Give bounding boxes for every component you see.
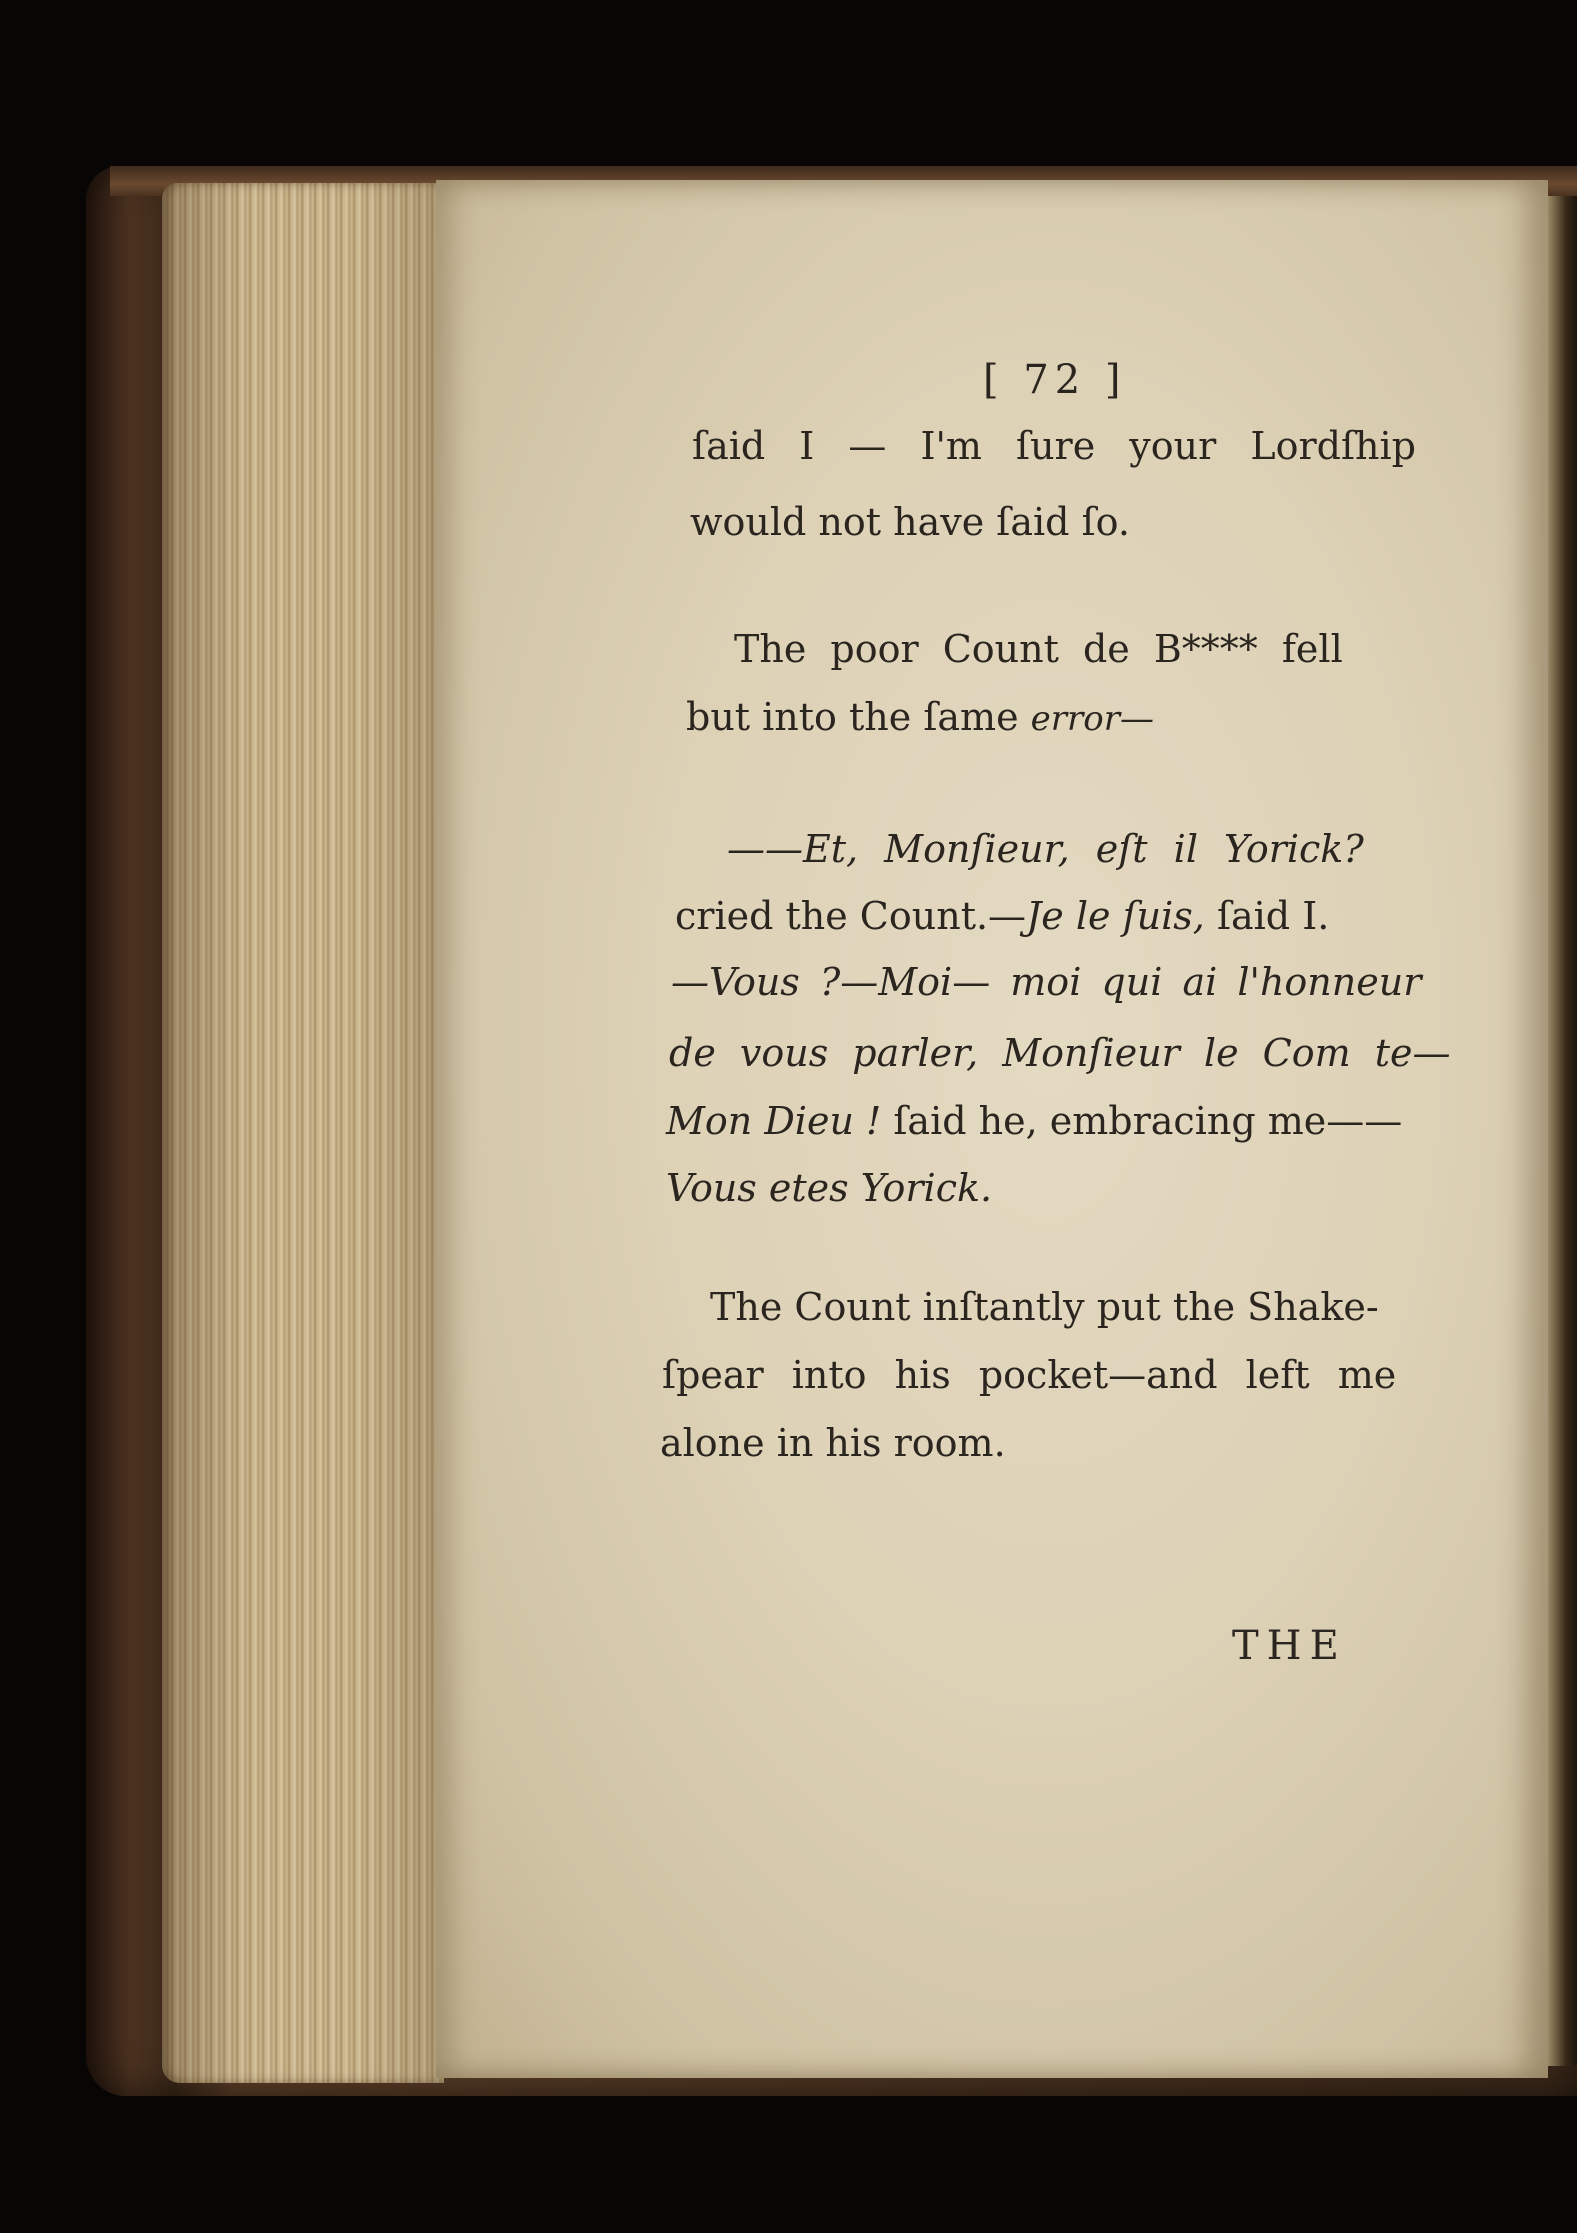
text-line-1: ſaid I — I'm ſure your Lordſhip (692, 424, 1416, 468)
text-line-13: alone in his room. (660, 1421, 1006, 1465)
text-line-6 (675, 894, 1330, 938)
text-line-7: —Vous ?—Moi— moi qui ai l'honneur (671, 960, 1422, 1004)
text-line-2: would not have ſaid ſo. (690, 500, 1130, 544)
gutter-shadow (1548, 196, 1577, 2066)
text-line-5: ——Et, Monſieur, eſt il Yorick? (727, 827, 1364, 871)
page-edges-shading (162, 183, 444, 2083)
text-line-6-italic: Je le ſuis, (1026, 894, 1205, 938)
text-line-4-italic: error— (1030, 699, 1154, 739)
text-line-8: de vous parler, Monſieur le Com te— (669, 1031, 1451, 1075)
text-line-9-italic: Mon Dieu ! (666, 1099, 882, 1143)
text-line-4-roman: but into the ſame (686, 695, 1031, 739)
text-line-6-roman-end: ſaid I. (1204, 894, 1330, 938)
text-line-11: The Count inſtantly put the Shake- (710, 1285, 1379, 1329)
page-number-header: [ 72 ] (983, 357, 1127, 403)
text-line-9 (666, 1099, 1403, 1143)
text-line-10: Vous etes Yorick. (666, 1166, 993, 1210)
text-line-9-roman: ſaid he, embracing me—— (881, 1099, 1403, 1143)
text-line-12: ſpear into his pocket—and left me (662, 1353, 1397, 1397)
text-line-6-roman: cried the Count.— (675, 894, 1027, 938)
catchword: THE (1232, 1623, 1347, 1669)
text-line-4 (686, 695, 1154, 739)
text-line-3: The poor Count de B**** fell (734, 627, 1343, 671)
